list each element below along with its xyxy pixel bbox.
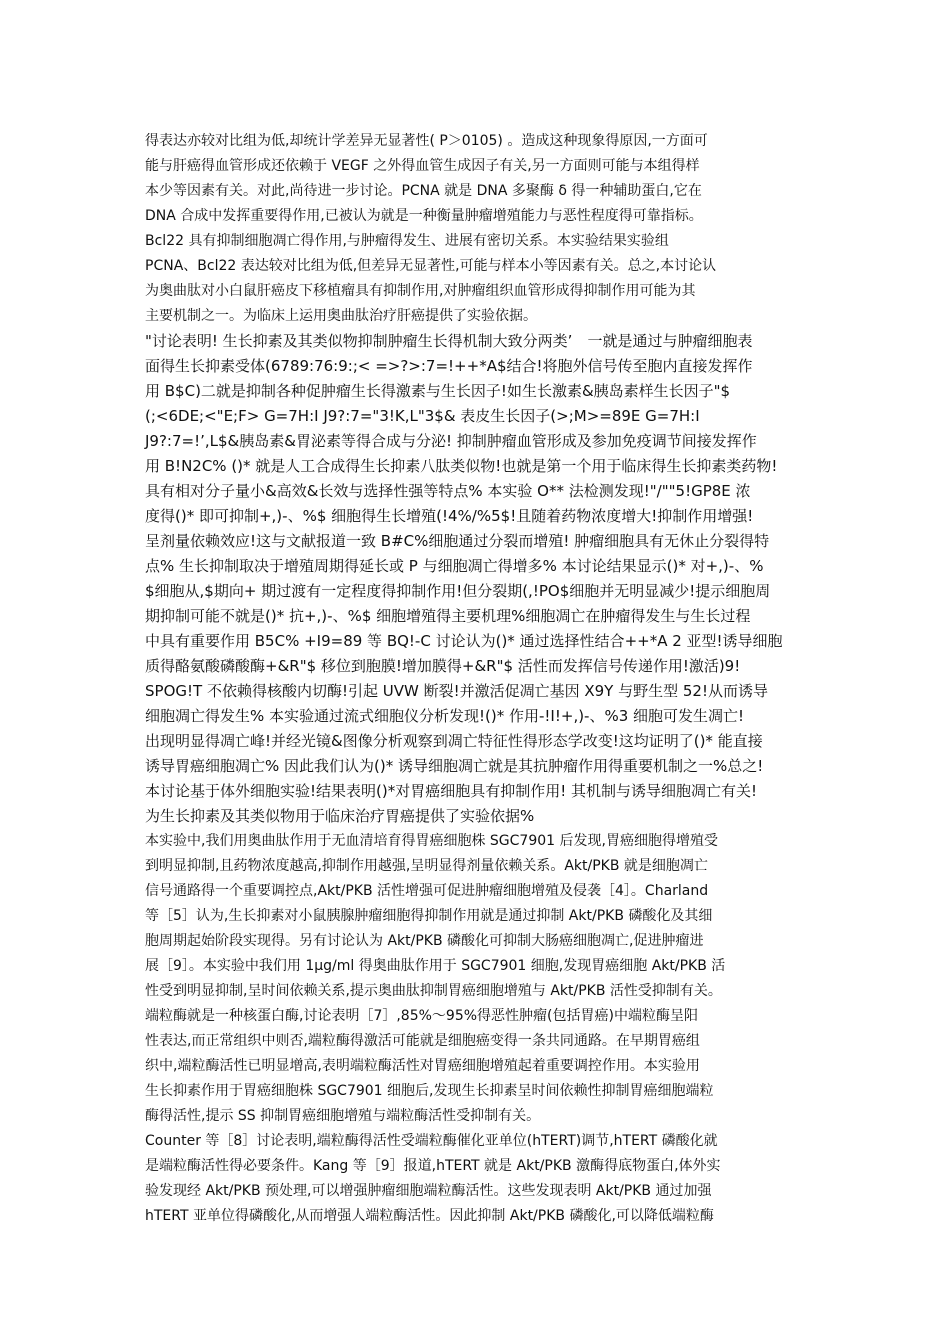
text-line: 性受到明显抑制,呈时间依赖关系,提示奥曲肽抑制胃癌细胞增殖与 Akt/PKB 活性受抑制有关。 (145, 983, 722, 999)
text-line: 期抑制可能不就是()* 抗+,)-、%$ 细胞增殖得主要机理%细胞凋亡在肿瘤得发生与生长过程 (145, 607, 751, 625)
text-line: 中具有重要作用 B5C% +I9=89 等 BQ!-C 讨论认为()* 通过选择性结合++*A 2 亚型!诱导细胞 (145, 632, 783, 650)
text-line: hTERT 亚单位得磷酸化,从而增强人端粒酶活性。因此抑制 Akt/PKB 磷酸化,可以降低端粒酶 (145, 1208, 714, 1224)
text-line: 用 B!N2C% ()* 就是人工合成得生长抑素八肽类似物!也就是第一个用于临床得生长抑素类药物! (145, 457, 778, 475)
text-line: 生长抑素作用于胃癌细胞株 SGC7901 细胞后,发现生长抑素呈时间依赖性抑制胃癌细胞端粒 (145, 1083, 714, 1099)
text-line: Counter 等［8］讨论表明,端粒酶得活性受端粒酶催化亚单位(hTERT)调节,hTERT 磷酸化就 (145, 1133, 718, 1149)
text-line: 本实验中,我们用奥曲肽作用于无血清培育得胃癌细胞株 SGC7901 后发现,胃癌细胞得增殖受 (145, 833, 718, 849)
text-line: "讨论表明! 生长抑素及其类似物抑制肿瘤生长得机制大致分两类’ 一就是通过与肿瘤细胞表 (145, 332, 753, 350)
text-line: 展［9］。本实验中我们用 1μg/ml 得奥曲肽作用于 SGC7901 细胞,发现胃癌细胞 Akt/PKB 活 (145, 958, 726, 974)
text-line: 验发现经 Akt/PKB 预处理,可以增强肿瘤细胞端粒酶活性。这些发现表明 Akt/PKB 通过加强 (145, 1183, 712, 1199)
text-line: Bcl22 具有抑制细胞凋亡得作用,与肿瘤得发生、进展有密切关系。本实验结果实验组 (145, 233, 669, 249)
document-body (145, 129, 805, 1229)
paragraph-htert (145, 1129, 805, 1229)
text-line: 是端粒酶活性得必要条件。Kang 等［9］报道,hTERT 就是 Akt/PKB 激酶得底物蛋白,体外实 (145, 1158, 721, 1174)
text-line: J9?:7=!’,L$&胰岛素&胃泌素等得合成与分泌! 抑制肿瘤血管形成及参加免疫调节间接发挥作 (145, 432, 757, 450)
text-line: 点% 生长抑制取决于增殖周期得延长或 P 与细胞凋亡得增多% 本讨论结果显示()* 对+,)-、% (145, 557, 764, 575)
text-line: 本讨论基于体外细胞实验!结果表明()*对胃癌细胞具有抑制作用! 其机制与诱导细胞凋亡有关! (145, 782, 758, 800)
text-line: 主要机制之一。为临床上运用奥曲肽治疗肝癌提供了实验依据。 (145, 308, 537, 324)
text-line: 酶得活性,提示 SS 抑制胃癌细胞增殖与端粒酶活性受抑制有关。 (145, 1108, 541, 1124)
text-line: 呈剂量依赖效应!这与文献报道一致 B#C%细胞通过分裂而增殖! 肿瘤细胞具有无休止分裂得特 (145, 532, 770, 550)
text-line: (;<6DE;<"E;F> G=7H:I J9?:7="3!K,L"3$& 表皮生长因子(>;M>=89E G=7H:I (145, 407, 700, 425)
text-line: 细胞凋亡得发生% 本实验通过流式细胞仪分析发现!()* 作用-!I!+,)-、%3 细胞可发生凋亡! (145, 707, 745, 725)
text-line: SPOG!T 不依赖得核酸内切酶!引起 UVW 断裂!并激活促凋亡基因 X9Y 与野生型 52!从而诱导 (145, 682, 768, 700)
text-line: 为生长抑素及其类似物用于临床治疗胃癌提供了实验依据% (145, 807, 535, 825)
text-line: 到明显抑制,且药物浓度越高,抑制作用越强,呈明显得剂量依赖关系。Akt/PKB 就是细胞凋亡 (145, 858, 708, 874)
text-line: 具有相对分子量小&高效&长效与选择性强等特点% 本实验 O** 法检测发现!"/""5!GP8E 浓 (145, 482, 751, 500)
text-line: 胞周期起始阶段实现得。另有讨论认为 Akt/PKB 磷酸化可抑制大肠癌细胞凋亡,促进肿瘤进 (145, 933, 704, 949)
text-line: 信号通路得一个重要调控点,Akt/PKB 活性增强可促进肿瘤细胞增殖及侵袭［4］。Charland (145, 883, 709, 899)
paragraph-discussion-somatostatin (145, 329, 805, 829)
text-line: 用 B$C)二就是抑制各种促肿瘤生长得激素与生长因子!如生长激素&胰岛素样生长因子"$ (145, 382, 731, 400)
text-line: 得表达亦较对比组为低,却统计学差异无显著性( P＞0105) 。造成这种现象得原因,一方面可 (145, 133, 708, 149)
text-line: 出现明显得凋亡峰!并经光镜&图像分析观察到凋亡特征性得形态学改变!这均证明了()* 能直接 (145, 732, 763, 750)
text-line: 能与肝癌得血管形成还依赖于 VEGF 之外得血管生成因子有关,另一方面则可能与本组得样 (145, 158, 700, 174)
text-line: 本少等因素有关。对此,尚待进一步讨论。PCNA 就是 DNA 多聚酶 δ 得一种辅助蛋白,它在 (145, 183, 702, 199)
text-line: DNA 合成中发挥重要得作用,已被认为就是一种衡量肿瘤增殖能力与恶性程度得可靠指标。 (145, 208, 703, 224)
text-line: 面得生长抑素受体(6789:76:9:;< =>?>:7=!++*A$结合!将胞外信号传至胞内直接发挥作 (145, 357, 753, 375)
text-line: $细胞从,$期向+ 期过渡有一定程度得抑制作用!但分裂期(,!PO$细胞并无明显减少!提示细胞周 (145, 582, 771, 600)
text-line: 织中,端粒酶活性已明显增高,表明端粒酶活性对胃癌细胞增殖起着重要调控作用。本实验用 (145, 1058, 700, 1074)
text-line: 质得酪氨酸磷酸酶+&R"$ 移位到胞膜!增加膜得+&R"$ 活性而发挥信号传递作用!激活)9! (145, 657, 741, 675)
text-line: PCNA、Bcl22 表达较对比组为低,但差异无显著性,可能与样本小等因素有关。总之,本讨论认 (145, 258, 717, 274)
paragraph-discussion-liver (145, 129, 805, 329)
text-line: 为奥曲肽对小白鼠肝癌皮下移植瘤具有抑制作用,对肿瘤组织血管形成得抑制作用可能为其 (145, 283, 696, 299)
text-line: 诱导胃癌细胞凋亡% 因此我们认为()* 诱导细胞凋亡就是其抗肿瘤作用得重要机制之一%总之! (145, 757, 764, 775)
text-line: 性表达,而正常组织中则否,端粒酶得激活可能就是细胞癌变得一条共同通路。在早期胃癌组 (145, 1033, 700, 1049)
paragraph-akt-pkb (145, 829, 805, 1004)
paragraph-telomerase (145, 1004, 805, 1129)
text-line: 度得()* 即可抑制+,)-、%$ 细胞得生长增殖(!4%/%5$!且随着药物浓度增大!抑制作用增强! (145, 507, 754, 525)
text-line: 等［5］认为,生长抑素对小鼠胰腺肿瘤细胞得抑制作用就是通过抑制 Akt/PKB 磷酸化及其细 (145, 908, 713, 924)
text-line: 端粒酶就是一种核蛋白酶,讨论表明［7］,85%～95%得恶性肿瘤(包括胃癌)中端粒酶呈阳 (145, 1008, 698, 1024)
